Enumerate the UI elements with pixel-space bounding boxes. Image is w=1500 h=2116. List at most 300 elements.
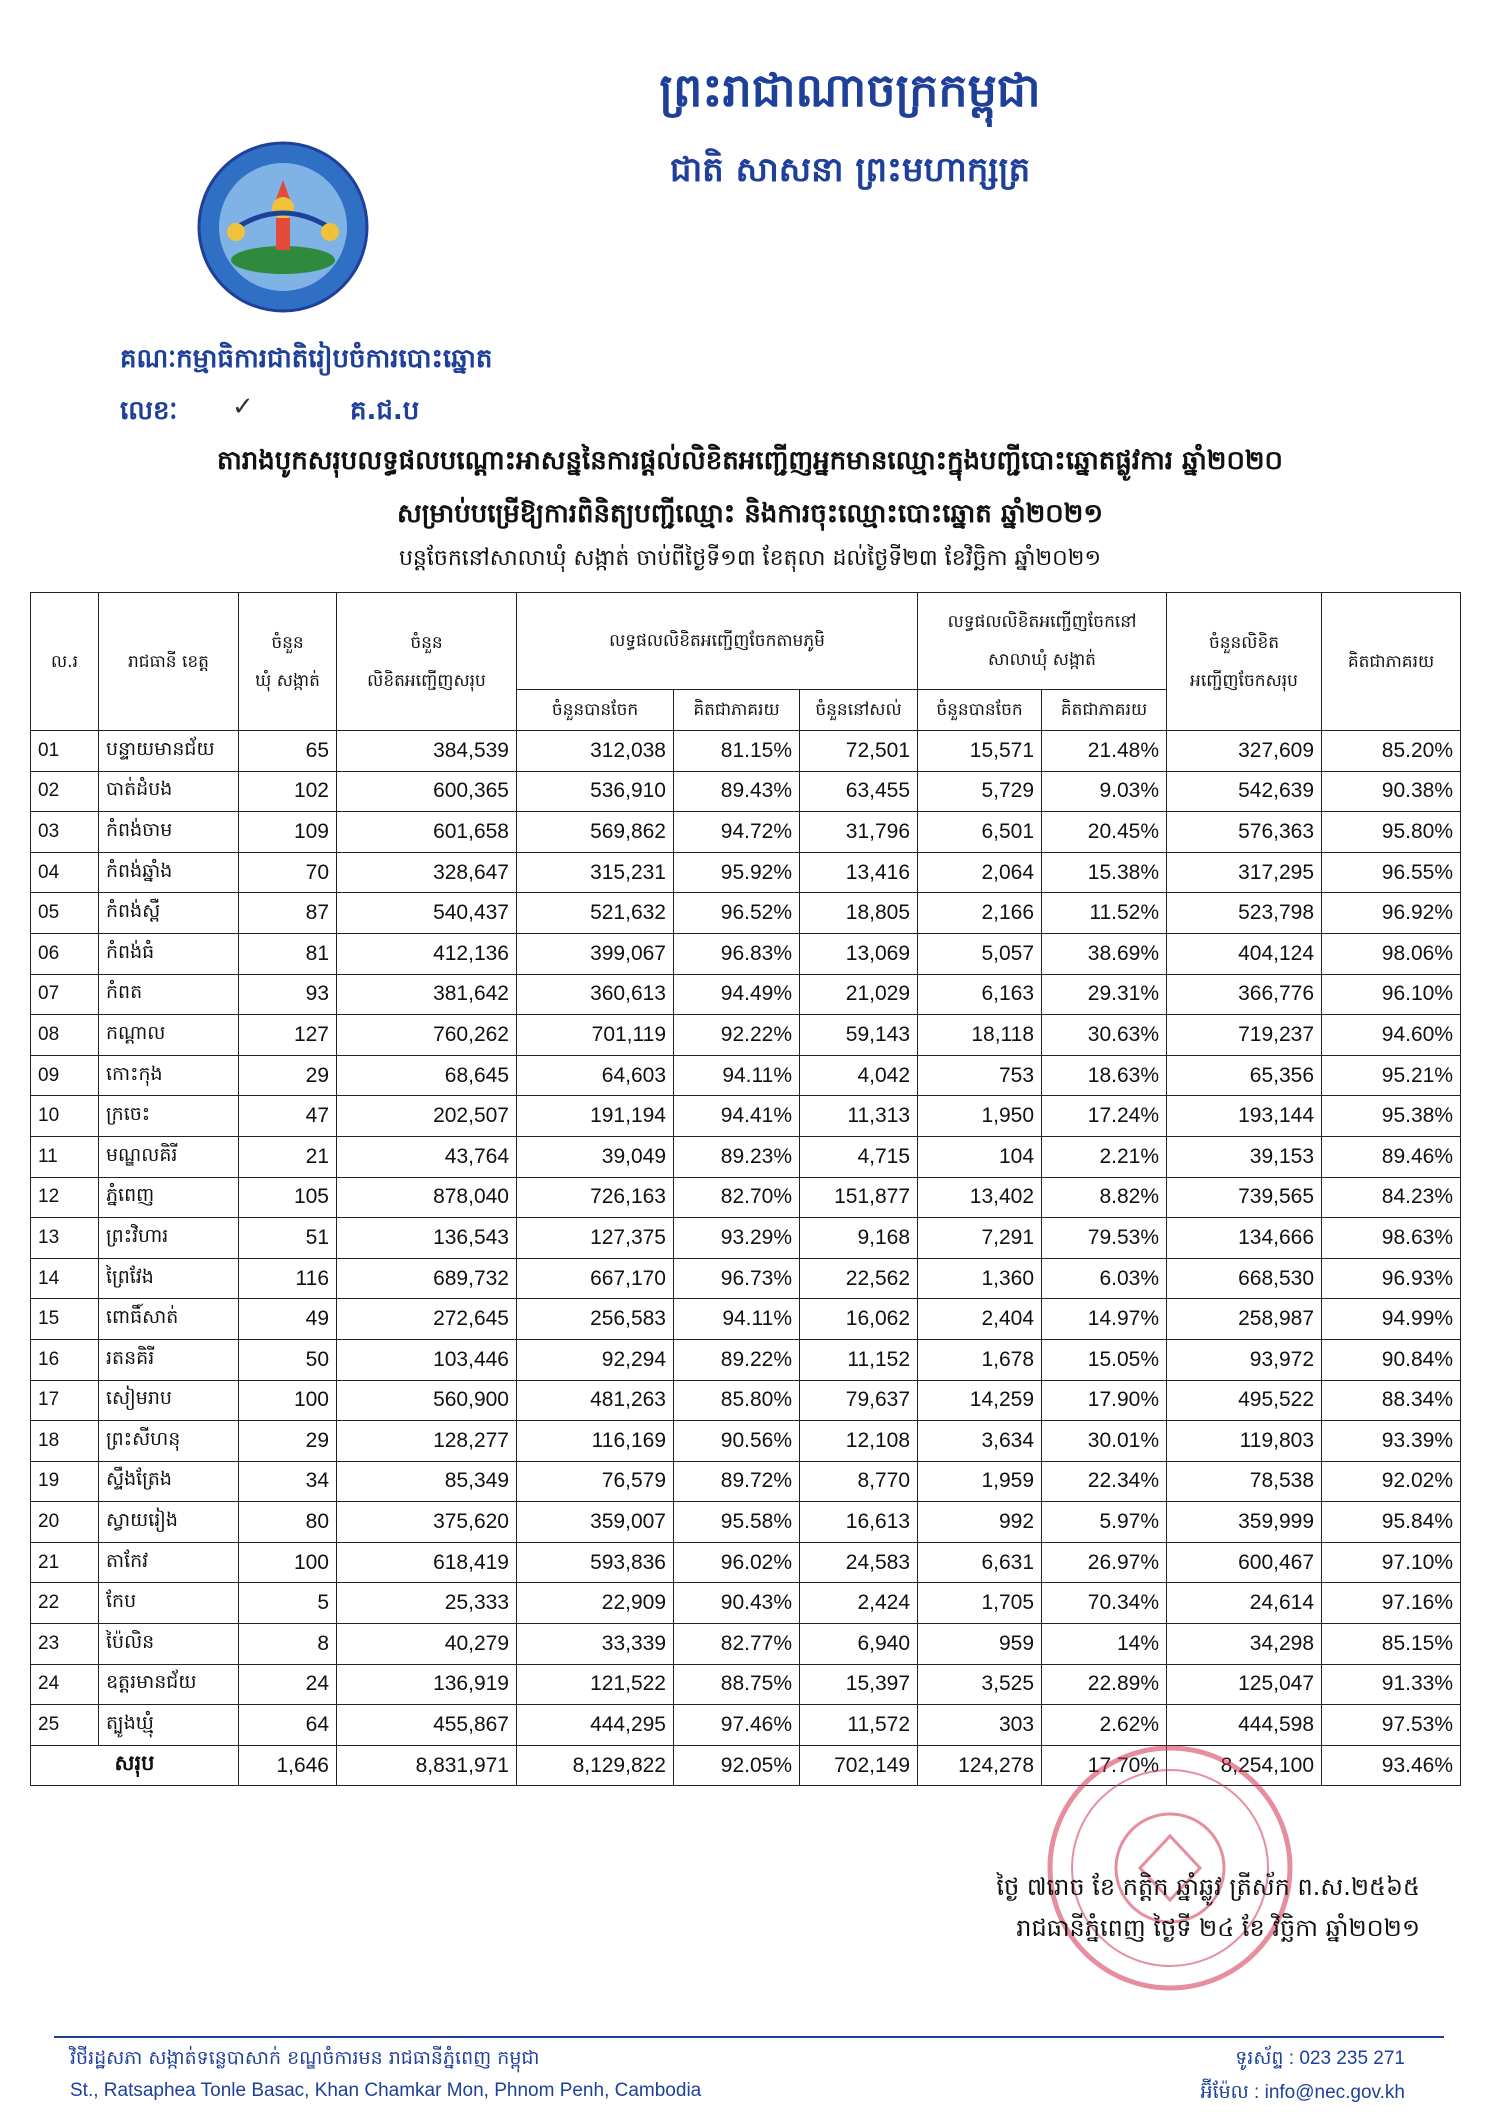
village-percent: 94.49% — [674, 974, 800, 1015]
distributed-total: 78,538 — [1167, 1461, 1322, 1502]
village-percent: 89.72% — [674, 1461, 800, 1502]
table-row — [31, 1339, 1461, 1380]
row-number: 18 — [31, 1421, 99, 1462]
header-distributed-total-line2: អញ្ជើញចែកសរុប — [1190, 670, 1298, 691]
village-percent: 89.43% — [674, 771, 800, 812]
distributed-total: 134,666 — [1167, 1218, 1322, 1259]
commune-percent: 30.01% — [1042, 1421, 1167, 1462]
table-row — [31, 1258, 1461, 1299]
village-percent: 92.22% — [674, 1015, 800, 1056]
distributed-total: 65,356 — [1167, 1055, 1322, 1096]
total-letters: 8,831,971 — [337, 1745, 517, 1786]
village-percent: 96.02% — [674, 1542, 800, 1583]
check-mark-icon: ✓ — [232, 392, 254, 422]
letters-total: 618,419 — [337, 1542, 517, 1583]
commune-percent: 2.21% — [1042, 1136, 1167, 1177]
distributed-percent: 95.38% — [1322, 1096, 1461, 1137]
commune-distributed: 1,950 — [918, 1096, 1042, 1137]
village-distributed: 359,007 — [517, 1502, 674, 1543]
header-total-letters-line2: លិខិតអញ្ជើញសរុប — [367, 670, 486, 691]
distributed-percent: 96.92% — [1322, 893, 1461, 934]
commune-percent: 2.62% — [1042, 1705, 1167, 1746]
commune-count: 5 — [239, 1583, 337, 1624]
province-name: កំពង់ធំ — [99, 933, 239, 974]
commune-count: 93 — [239, 974, 337, 1015]
distributed-percent: 90.84% — [1322, 1339, 1461, 1380]
commune-count: 29 — [239, 1421, 337, 1462]
village-distributed: 127,375 — [517, 1218, 674, 1259]
distributed-percent: 94.60% — [1322, 1015, 1461, 1056]
footer-email[interactable]: អ៊ីម៉ែល : info@nec.gov.kh — [1200, 2082, 1405, 2103]
commune-percent: 70.34% — [1042, 1583, 1167, 1624]
commune-percent: 9.03% — [1042, 771, 1167, 812]
table-row — [31, 1055, 1461, 1096]
commune-count: 34 — [239, 1461, 337, 1502]
commune-distributed: 303 — [918, 1705, 1042, 1746]
commune-distributed: 1,678 — [918, 1339, 1042, 1380]
subheader-commune-percent: គិតជាភាគរយ — [1042, 690, 1167, 731]
village-distributed: 444,295 — [517, 1705, 674, 1746]
village-remaining: 31,796 — [800, 812, 918, 853]
village-distributed: 92,294 — [517, 1339, 674, 1380]
distributed-percent: 98.63% — [1322, 1218, 1461, 1259]
total-label: សរុប — [31, 1745, 239, 1786]
table-row — [31, 1380, 1461, 1421]
footer-address-en: St., Ratsaphea Tonle Basac, Khan Chamkar Mon, Phnom Penh, Cambodia — [70, 2080, 702, 2101]
commune-count: 105 — [239, 1177, 337, 1218]
commune-percent: 79.53% — [1042, 1218, 1167, 1259]
village-distributed: 312,038 — [517, 731, 674, 772]
village-distributed: 521,632 — [517, 893, 674, 934]
letters-total: 384,539 — [337, 731, 517, 772]
total-commune-distributed: 124,278 — [918, 1745, 1042, 1786]
distributed-percent: 85.15% — [1322, 1624, 1461, 1665]
province-name: ព្រះសីហនុ — [99, 1421, 239, 1462]
kingdom-heading: ព្រះរាជាណាចក្រកម្ពុជា — [659, 63, 1041, 117]
village-percent: 96.52% — [674, 893, 800, 934]
distributed-percent: 97.53% — [1322, 1705, 1461, 1746]
distributed-percent: 98.06% — [1322, 933, 1461, 974]
village-remaining: 9,168 — [800, 1218, 918, 1259]
distributed-total: 93,972 — [1167, 1339, 1322, 1380]
commune-percent: 21.48% — [1042, 731, 1167, 772]
reference-label: លេខៈ — [120, 396, 178, 426]
village-percent: 96.83% — [674, 933, 800, 974]
header-group-commune — [918, 593, 1167, 690]
distributed-percent: 88.34% — [1322, 1380, 1461, 1421]
commune-count: 81 — [239, 933, 337, 974]
commune-count: 50 — [239, 1339, 337, 1380]
commune-distributed: 1,360 — [918, 1258, 1042, 1299]
distributed-total: 739,565 — [1167, 1177, 1322, 1218]
commune-distributed: 992 — [918, 1502, 1042, 1543]
province-name: កំពង់ចាម — [99, 812, 239, 853]
letters-total: 455,867 — [337, 1705, 517, 1746]
commune-distributed: 18,118 — [918, 1015, 1042, 1056]
village-percent: 88.75% — [674, 1664, 800, 1705]
commune-distributed: 753 — [918, 1055, 1042, 1096]
distributed-percent: 85.20% — [1322, 731, 1461, 772]
total-village-distributed: 8,129,822 — [517, 1745, 674, 1786]
village-distributed: 593,836 — [517, 1542, 674, 1583]
table-row — [31, 1299, 1461, 1340]
row-number: 08 — [31, 1015, 99, 1056]
header-no: ល.រ — [31, 593, 99, 731]
distributed-total: 24,614 — [1167, 1583, 1322, 1624]
distributed-percent: 94.99% — [1322, 1299, 1461, 1340]
village-remaining: 22,562 — [800, 1258, 918, 1299]
table-row — [31, 1136, 1461, 1177]
village-percent: 85.80% — [674, 1380, 800, 1421]
village-remaining: 11,572 — [800, 1705, 918, 1746]
commune-count: 100 — [239, 1542, 337, 1583]
village-remaining: 16,062 — [800, 1299, 918, 1340]
table-row — [31, 1421, 1461, 1462]
commune-count: 65 — [239, 731, 337, 772]
province-name: កែប — [99, 1583, 239, 1624]
distributed-total: 444,598 — [1167, 1705, 1322, 1746]
distributed-total: 327,609 — [1167, 731, 1322, 772]
village-remaining: 4,042 — [800, 1055, 918, 1096]
letters-total: 25,333 — [337, 1583, 517, 1624]
commune-percent: 5.97% — [1042, 1502, 1167, 1543]
row-number: 13 — [31, 1218, 99, 1259]
letters-total: 878,040 — [337, 1177, 517, 1218]
village-distributed: 116,169 — [517, 1421, 674, 1462]
distributed-total: 542,639 — [1167, 771, 1322, 812]
table-row — [31, 731, 1461, 772]
row-number: 11 — [31, 1136, 99, 1177]
village-distributed: 481,263 — [517, 1380, 674, 1421]
province-name: កំពង់ស្ពឺ — [99, 893, 239, 934]
table-row — [31, 1218, 1461, 1259]
village-percent: 94.72% — [674, 812, 800, 853]
distributed-total: 317,295 — [1167, 852, 1322, 893]
province-name: រតនគិរី — [99, 1339, 239, 1380]
commune-count: 70 — [239, 852, 337, 893]
village-remaining: 11,152 — [800, 1339, 918, 1380]
commune-count: 51 — [239, 1218, 337, 1259]
village-distributed: 191,194 — [517, 1096, 674, 1137]
letters-total: 375,620 — [337, 1502, 517, 1543]
table-row — [31, 852, 1461, 893]
distributed-total: 359,999 — [1167, 1502, 1322, 1543]
village-distributed: 39,049 — [517, 1136, 674, 1177]
commune-distributed: 3,525 — [918, 1664, 1042, 1705]
commune-count: 102 — [239, 771, 337, 812]
distributed-total: 34,298 — [1167, 1624, 1322, 1665]
village-remaining: 13,069 — [800, 933, 918, 974]
distributed-percent: 84.23% — [1322, 1177, 1461, 1218]
village-remaining: 6,940 — [800, 1624, 918, 1665]
reference-code: គ.ជ.ប — [350, 396, 420, 426]
village-distributed: 399,067 — [517, 933, 674, 974]
province-name: ស្ទឹងត្រែង — [99, 1461, 239, 1502]
table-row — [31, 893, 1461, 934]
commune-count: 8 — [239, 1624, 337, 1665]
commune-percent: 14.97% — [1042, 1299, 1167, 1340]
commune-distributed: 1,705 — [918, 1583, 1042, 1624]
commune-count: 87 — [239, 893, 337, 934]
header-group-commune-line1: លទ្ធផលលិខិតអញ្ជើញចែកនៅ — [947, 612, 1137, 632]
distributed-percent: 95.80% — [1322, 812, 1461, 853]
village-percent: 94.11% — [674, 1055, 800, 1096]
header-total-letters-line1: ចំនួន — [410, 632, 443, 653]
village-percent: 95.58% — [674, 1502, 800, 1543]
document-title: តារាងបូកសរុបលទ្ធផលបណ្ដោះអាសន្ននៃការផ្ដល់លិខិតអញ្ជើញអ្នកមានឈ្មោះក្នុងបញ្ជីបោះឆ្នោតផ្លូវការ ឆ្នាំ២០២០ — [217, 446, 1283, 476]
commune-count: 29 — [239, 1055, 337, 1096]
village-percent: 89.23% — [674, 1136, 800, 1177]
document-subtitle: សម្រាប់បម្រើឱ្យការពិនិត្យបញ្ជីឈ្មោះ និងការចុះឈ្មោះបោះឆ្នោត ឆ្នាំ២០២១ — [396, 499, 1104, 529]
commune-percent: 29.31% — [1042, 974, 1167, 1015]
distributed-percent: 97.16% — [1322, 1583, 1461, 1624]
total-communes: 1,646 — [239, 1745, 337, 1786]
distributed-percent: 92.02% — [1322, 1461, 1461, 1502]
commune-distributed: 104 — [918, 1136, 1042, 1177]
commune-distributed: 14,259 — [918, 1380, 1042, 1421]
header-communes-line1: ចំនួន — [271, 632, 304, 653]
table-body — [31, 731, 1461, 1786]
commune-percent: 20.45% — [1042, 812, 1167, 853]
province-name: កំពង់ឆ្នាំង — [99, 852, 239, 893]
village-percent: 94.41% — [674, 1096, 800, 1137]
subheader-commune-distributed: ចំនួនបានចែក — [918, 690, 1042, 731]
results-table — [30, 592, 1461, 1786]
village-remaining: 13,416 — [800, 852, 918, 893]
letters-total: 560,900 — [337, 1380, 517, 1421]
village-remaining: 24,583 — [800, 1542, 918, 1583]
commune-percent: 14% — [1042, 1624, 1167, 1665]
distributed-total: 495,522 — [1167, 1380, 1322, 1421]
province-name: ព្រះវិហារ — [99, 1218, 239, 1259]
village-percent: 97.46% — [674, 1705, 800, 1746]
letters-total: 540,437 — [337, 893, 517, 934]
distributed-total: 119,803 — [1167, 1421, 1322, 1462]
village-remaining: 8,770 — [800, 1461, 918, 1502]
village-remaining: 63,455 — [800, 771, 918, 812]
province-name: តាកែវ — [99, 1542, 239, 1583]
commune-percent: 30.63% — [1042, 1015, 1167, 1056]
commune-distributed: 13,402 — [918, 1177, 1042, 1218]
nec-emblem-icon — [196, 140, 371, 315]
table-row — [31, 1015, 1461, 1056]
village-percent: 82.77% — [674, 1624, 800, 1665]
row-number: 16 — [31, 1339, 99, 1380]
village-remaining: 12,108 — [800, 1421, 918, 1462]
footer-divider — [54, 2036, 1444, 2038]
commune-count: 109 — [239, 812, 337, 853]
row-number: 24 — [31, 1664, 99, 1705]
village-distributed: 33,339 — [517, 1624, 674, 1665]
row-number: 14 — [31, 1258, 99, 1299]
row-number: 05 — [31, 893, 99, 934]
table-row — [31, 1542, 1461, 1583]
letters-total: 760,262 — [337, 1015, 517, 1056]
row-number: 19 — [31, 1461, 99, 1502]
village-remaining: 79,637 — [800, 1380, 918, 1421]
letters-total: 136,543 — [337, 1218, 517, 1259]
province-name: កណ្ដាល — [99, 1015, 239, 1056]
commune-distributed: 7,291 — [918, 1218, 1042, 1259]
row-number: 25 — [31, 1705, 99, 1746]
row-number: 20 — [31, 1502, 99, 1543]
letters-total: 68,645 — [337, 1055, 517, 1096]
village-percent: 89.22% — [674, 1339, 800, 1380]
letters-total: 412,136 — [337, 933, 517, 974]
letters-total: 40,279 — [337, 1624, 517, 1665]
letters-total: 600,365 — [337, 771, 517, 812]
organization-name: គណៈកម្មាធិការជាតិរៀបចំការបោះឆ្នោត — [120, 344, 493, 374]
distributed-total: 576,363 — [1167, 812, 1322, 853]
letters-total: 85,349 — [337, 1461, 517, 1502]
commune-percent: 22.89% — [1042, 1664, 1167, 1705]
commune-percent: 18.63% — [1042, 1055, 1167, 1096]
village-distributed: 569,862 — [517, 812, 674, 853]
province-name: ប៉ៃលិន — [99, 1624, 239, 1665]
letters-total: 601,658 — [337, 812, 517, 853]
province-name: ភ្នំពេញ — [99, 1177, 239, 1218]
commune-percent: 6.03% — [1042, 1258, 1167, 1299]
table-row — [31, 933, 1461, 974]
village-percent: 95.92% — [674, 852, 800, 893]
distributed-total: 404,124 — [1167, 933, 1322, 974]
village-distributed: 121,522 — [517, 1664, 674, 1705]
table-row — [31, 1583, 1461, 1624]
document-period: បន្តចែកនៅសាលាឃុំ សង្កាត់ ចាប់ពីថ្ងៃទី១៣ ខែតុលា ដល់ថ្ងៃទី២៣ ខែវិច្ឆិកា ឆ្នាំ២០២១ — [398, 546, 1102, 571]
letters-total: 103,446 — [337, 1339, 517, 1380]
province-name: ព្រៃវែង — [99, 1258, 239, 1299]
province-name: ត្បូងឃ្មុំ — [99, 1705, 239, 1746]
distributed-percent: 97.10% — [1322, 1542, 1461, 1583]
subheader-village-distributed: ចំនួនបានចែក — [517, 690, 674, 731]
distributed-total: 523,798 — [1167, 893, 1322, 934]
row-number: 22 — [31, 1583, 99, 1624]
village-percent: 94.11% — [674, 1299, 800, 1340]
village-distributed: 536,910 — [517, 771, 674, 812]
village-distributed: 667,170 — [517, 1258, 674, 1299]
row-number: 10 — [31, 1096, 99, 1137]
village-remaining: 21,029 — [800, 974, 918, 1015]
row-number: 09 — [31, 1055, 99, 1096]
distributed-total: 258,987 — [1167, 1299, 1322, 1340]
distributed-total: 39,153 — [1167, 1136, 1322, 1177]
official-stamp-icon — [1040, 1738, 1300, 1998]
national-motto: ជាតិ សាសនា ព្រះមហាក្សត្រ — [669, 150, 1031, 190]
header-distributed-total — [1167, 593, 1322, 731]
distributed-total: 366,776 — [1167, 974, 1322, 1015]
distributed-total: 193,144 — [1167, 1096, 1322, 1137]
row-number: 06 — [31, 933, 99, 974]
header-group-commune-line2: សាលាឃុំ សង្កាត់ — [988, 650, 1096, 670]
footer-address-kh: វិថីរដ្ឋសភា សង្កាត់ទន្លេបាសាក់ ខណ្ឌចំការមន រាជធានីភ្នំពេញ កម្ពុជា — [70, 2047, 540, 2069]
commune-count: 100 — [239, 1380, 337, 1421]
table-row — [31, 771, 1461, 812]
letters-total: 272,645 — [337, 1299, 517, 1340]
letters-total: 43,764 — [337, 1136, 517, 1177]
commune-distributed: 5,729 — [918, 771, 1042, 812]
province-name: មណ្ឌលគិរី — [99, 1136, 239, 1177]
distributed-total: 719,237 — [1167, 1015, 1322, 1056]
commune-percent: 15.05% — [1042, 1339, 1167, 1380]
province-name: កោះកុង — [99, 1055, 239, 1096]
commune-count: 116 — [239, 1258, 337, 1299]
distributed-total: 668,530 — [1167, 1258, 1322, 1299]
distributed-percent: 93.39% — [1322, 1421, 1461, 1462]
letters-total: 136,919 — [337, 1664, 517, 1705]
commune-count: 24 — [239, 1664, 337, 1705]
table-row — [31, 1624, 1461, 1665]
table-header-row — [31, 593, 1461, 690]
distributed-percent: 95.21% — [1322, 1055, 1461, 1096]
commune-percent: 17.90% — [1042, 1380, 1167, 1421]
total-percent: 93.46% — [1322, 1745, 1461, 1786]
distributed-total: 600,467 — [1167, 1542, 1322, 1583]
distributed-total: 125,047 — [1167, 1664, 1322, 1705]
commune-distributed: 2,166 — [918, 893, 1042, 934]
commune-count: 21 — [239, 1136, 337, 1177]
distributed-percent: 96.10% — [1322, 974, 1461, 1015]
distributed-percent: 95.84% — [1322, 1502, 1461, 1543]
table-row — [31, 1177, 1461, 1218]
row-number: 01 — [31, 731, 99, 772]
letters-total: 202,507 — [337, 1096, 517, 1137]
commune-percent: 22.34% — [1042, 1461, 1167, 1502]
table-row — [31, 1502, 1461, 1543]
province-name: ឧត្ដរមានជ័យ — [99, 1664, 239, 1705]
commune-distributed: 1,959 — [918, 1461, 1042, 1502]
lunar-date: ថ្ងៃ ៧រោច ខែ កត្ដិក ឆ្នាំឆ្លូវ ត្រីស័ក ព.ស.២៥៦៥ — [996, 1873, 1420, 1901]
row-number: 15 — [31, 1299, 99, 1340]
row-number: 03 — [31, 812, 99, 853]
commune-distributed: 5,057 — [918, 933, 1042, 974]
header-total-letters — [337, 593, 517, 731]
commune-count: 64 — [239, 1705, 337, 1746]
commune-distributed: 2,064 — [918, 852, 1042, 893]
distributed-percent: 96.93% — [1322, 1258, 1461, 1299]
village-remaining: 18,805 — [800, 893, 918, 934]
village-remaining: 11,313 — [800, 1096, 918, 1137]
village-percent: 90.43% — [674, 1583, 800, 1624]
commune-distributed: 2,404 — [918, 1299, 1042, 1340]
village-distributed: 256,583 — [517, 1299, 674, 1340]
table-row — [31, 812, 1461, 853]
village-distributed: 360,613 — [517, 974, 674, 1015]
commune-distributed: 15,571 — [918, 731, 1042, 772]
province-name: ពោធិ៍សាត់ — [99, 1299, 239, 1340]
village-percent: 81.15% — [674, 731, 800, 772]
village-remaining: 16,613 — [800, 1502, 918, 1543]
commune-count: 49 — [239, 1299, 337, 1340]
village-distributed: 701,119 — [517, 1015, 674, 1056]
commune-percent: 38.69% — [1042, 933, 1167, 974]
village-remaining: 72,501 — [800, 731, 918, 772]
table-row — [31, 974, 1461, 1015]
letters-total: 689,732 — [337, 1258, 517, 1299]
village-distributed: 315,231 — [517, 852, 674, 893]
header-percent-total: គិតជាភាគរយ — [1322, 593, 1461, 731]
village-percent: 96.73% — [674, 1258, 800, 1299]
commune-percent: 15.38% — [1042, 852, 1167, 893]
commune-distributed: 6,163 — [918, 974, 1042, 1015]
row-number: 17 — [31, 1380, 99, 1421]
header-communes-line2: ឃុំ សង្កាត់ — [255, 670, 320, 691]
commune-distributed: 959 — [918, 1624, 1042, 1665]
row-number: 02 — [31, 771, 99, 812]
village-percent: 93.29% — [674, 1218, 800, 1259]
letters-total: 128,277 — [337, 1421, 517, 1462]
village-remaining: 151,877 — [800, 1177, 918, 1218]
total-commune-percent: 17.70% — [1042, 1745, 1167, 1786]
